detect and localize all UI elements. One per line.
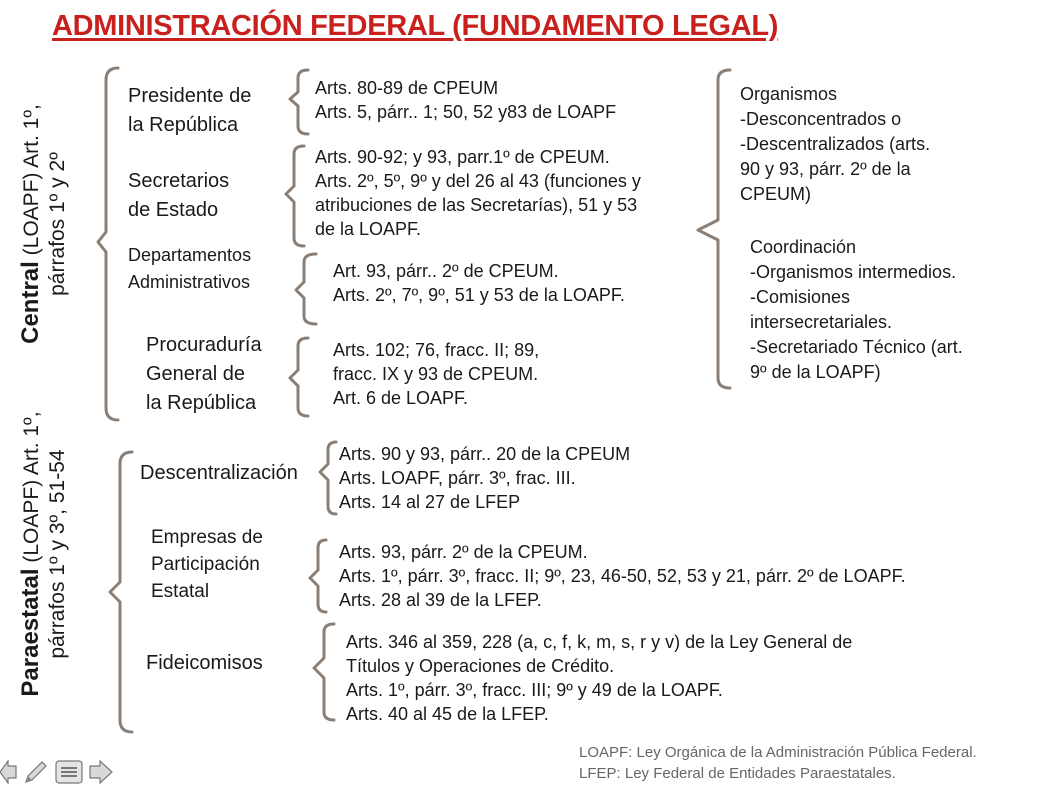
footer-notes [579,742,1037,784]
central-label: Central (LOAPF) Art. 1º, párrafos 1º y 2º [17,104,69,344]
arrow-left-icon[interactable] [0,760,18,784]
refs-descentralizacion: Arts. 90 y 93, párr.. 20 de la CPEUM Arts. LOAPF, párr. 3º, frac. III. Arts. 14 al 27 de LFEP [339,444,631,512]
refs-fideicomisos: Arts. 346 al 359, 228 (a, c, f, k, m, s, r y v) de la Ley General de Títulos y Operaciones de Crédito. Arts. 1º, párr. 3º, fracc. III; 9º y 49 de la LOAPF. Arts. 40 al 45 de la LFEP. [346,632,853,724]
bracket-presidente [290,70,308,134]
node-descentralizacion: Descentralización [140,462,298,484]
footer-loapf: LOAPF: Ley Orgánica de la Administración Pública Federal. [579,744,977,761]
refs-secretarios: Arts. 90-92; y 93, parr.1º de CPEUM. Arts. 2º, 5º, 9º y del 26 al 43 (funciones y atribuciones de las Secretarías), 51 y 53 de la LOAPF. [315,147,641,239]
node-procuraduria: Procuraduría General de la República [146,334,262,414]
page-title: ADMINISTRACIÓN FEDERAL (FUNDAMENTO LEGAL) [52,10,779,42]
paraestatal-label: Paraestatal (LOAPF) Art. 1º, párrafos 1º y 3º, 51-54 [17,411,69,697]
bracket-empresas [310,540,326,612]
node-secretarios: Secretarios de Estado [128,170,230,221]
node-presidente: Presidente de la República [128,85,252,136]
node-departamentos: Departamentos Administrativos [128,245,252,292]
node-fideicomisos: Fideicomisos [146,652,263,674]
refs-empresas: Arts. 93, párr. 2º de la CPEUM. Arts. 1º, párr. 3º, fracc. II; 9º, 23, 46-50, 52, 53 y 21, párr. 2º de LOAPF. Arts. 28 al 39 de la LFEP. [339,542,906,610]
bracket-paraestatal [110,452,132,732]
bracket-fideicomisos [314,624,334,720]
refs-departamentos: Art. 93, párr.. 2º de CPEUM. Arts. 2º, 7º, 9º, 51 y 53 de la LOAPF. [333,261,625,305]
refs-procuraduria: Arts. 102; 76, fracc. II; 89, fracc. IX y 93 de CPEUM. Art. 6 de LOAPF. [333,340,540,408]
node-empresas: Empresas de Participación Estatal [151,527,263,602]
bracket-notes [698,70,730,388]
pen-icon[interactable] [22,758,50,786]
note-organismos: Organismos -Desconcentrados o -Descentralizados (arts. 90 y 93, párr. 2º de la CPEUM) [740,84,931,204]
bracket-procuraduria [290,338,308,416]
arrow-right-icon[interactable] [88,760,114,784]
menu-icon[interactable] [55,760,83,784]
bracket-central [98,68,118,420]
note-coordinacion: Coordinación -Organismos intermedios. -Comisiones intersecretariales. -Secretariado Técnico (art. 9º de la LOAPF) [750,237,963,382]
refs-presidente: Arts. 80-89 de CPEUM Arts. 5, párr.. 1; 50, 52 y83 de LOAPF [315,78,617,122]
bracket-descentralizacion [320,442,336,514]
bracket-secretarios [286,146,304,246]
footer-lfep: LFEP: Ley Federal de Entidades Paraestatales. [579,765,896,782]
bracket-departamentos [296,254,316,324]
